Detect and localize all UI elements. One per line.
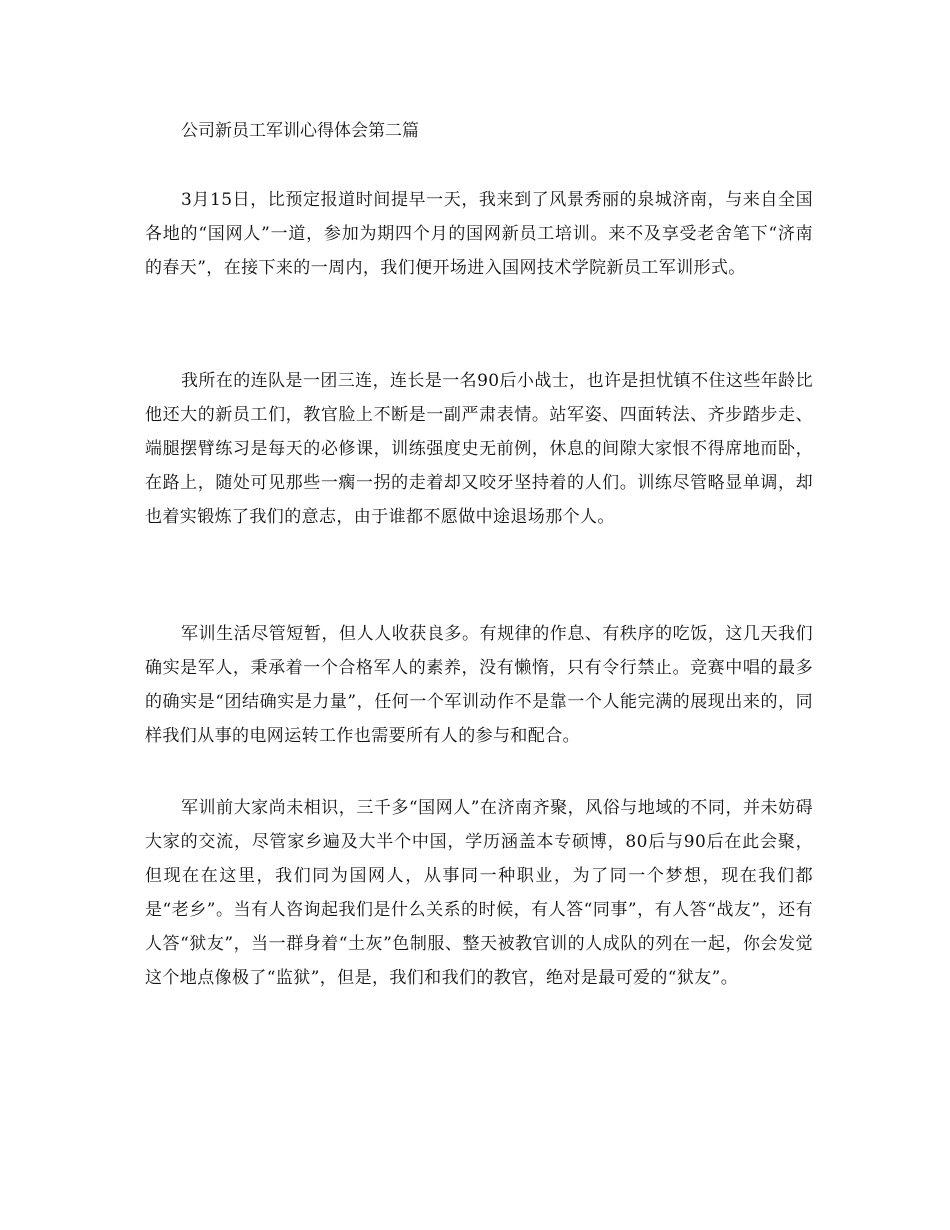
paragraph-2: 我所在的连队是一团三连，连长是一名90后小战士，也许是担忧镇不住这些年龄比他还大的新员工们，教官脸上不断是一副严肃表情。站军姿、四面转法、齐步踏步走、端腿摆臂练习是每天的必修课，训练强度史无前例，休息的间隙大家恨不得席地而卧，在路上，随处可见那些一瘸一拐的走着却又咬牙坚持着的人们。训练尽管略显单调，却也着实锻炼了我们的意志，由于谁都不愿做中途退场那个人。 <box>145 371 813 527</box>
paragraph-1: 3月15日，比预定报道时间提早一天，我来到了风景秀丽的泉城济南，与来自全国各地的“国网人”一道，参加为期四个月的国网新员工培训。来不及享受老舍笔下“济南的春天”，在接下来的一周内，我们便开场进入国网技术学院新员工军训形式。 <box>145 190 813 278</box>
paragraph-4: 军训前大家尚未相识，三千多“国网人”在济南齐聚，风俗与地域的不同，并未妨碍大家的交流，尽管家乡遍及大半个中国，学历涵盖本专硕博，80后与90后在此会聚，但现在在这里，我们同为国网人，从事同一种职业，为了同一个梦想，现在我们都是“老乡”。当有人咨询起我们是什么关系的时候，有人答“同事”，有人答“战友”，还有人答“狱友”，当一群身着“土灰”色制服、整天被教官训的人成队的列在一起，你会发觉这个地点像极了“监狱”，但是，我们和我们的教官，绝对是最可爱的“狱友”。 <box>145 798 813 988</box>
paragraph-3: 军训生活尽管短暂，但人人收获良多。有规律的作息、有秩序的吃饭，这几天我们确实是军人，秉承着一个合格军人的素养，没有懒惰，只有令行禁止。竞赛中唱的最多的确实是“团结确实是力量”，任何一个军训动作不是靠一个人能完满的展现出来的，同样我们从事的电网运转工作也需要所有人的参与和配合。 <box>145 624 813 746</box>
document-title: 公司新员工军训心得体会第二篇 <box>181 121 419 141</box>
